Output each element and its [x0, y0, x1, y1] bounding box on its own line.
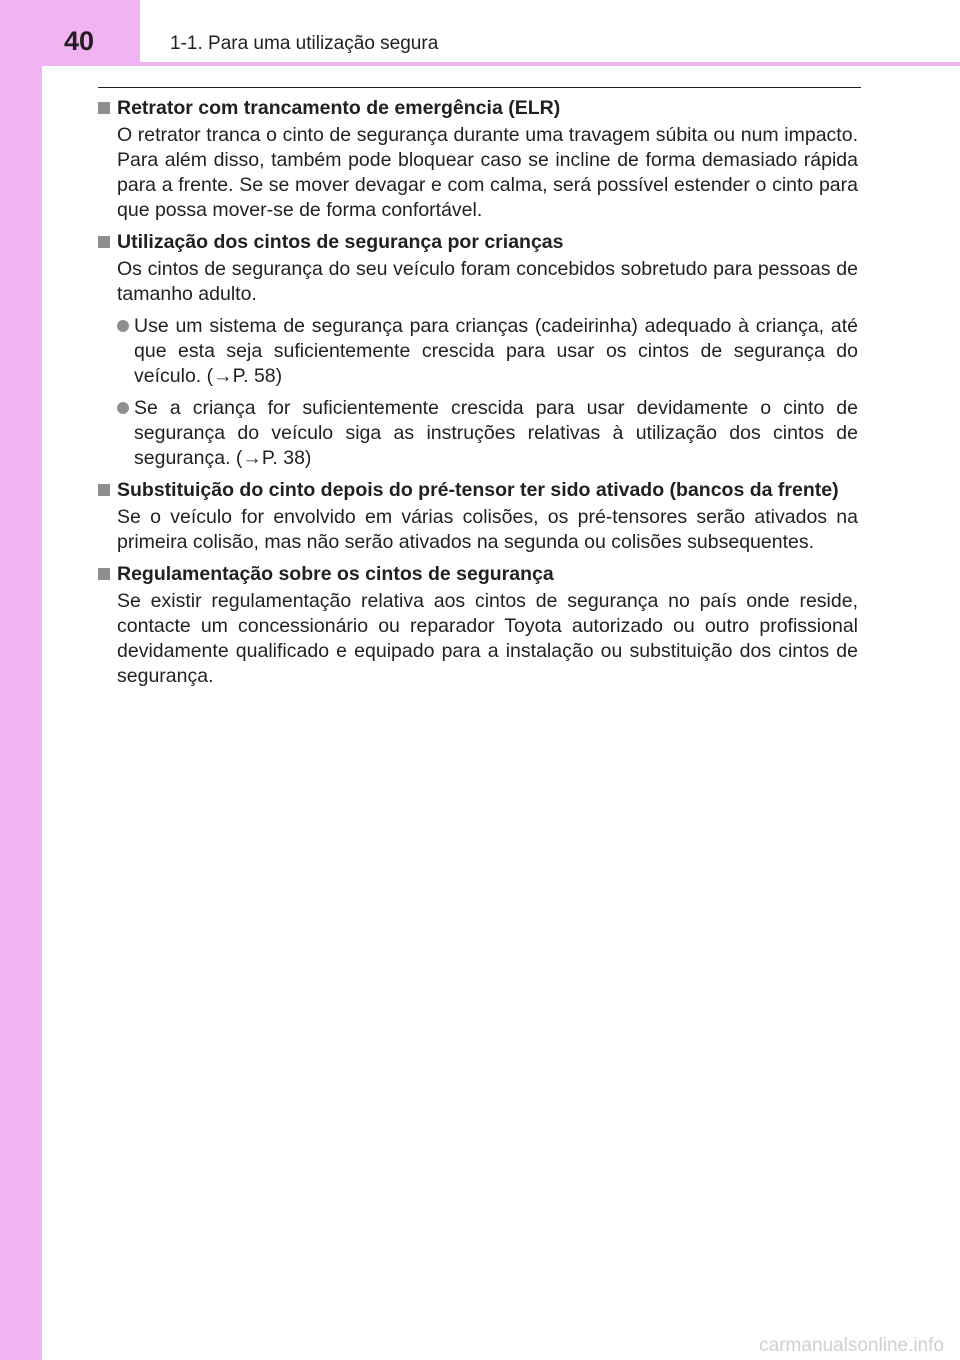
square-bullet-icon [98, 102, 110, 114]
square-bullet-icon [98, 236, 110, 248]
section-heading-regulations [98, 562, 858, 587]
section-paragraph: Os cintos de segurança do seu veículo foram concebidos sobretudo para pessoas de tamanho adulto. [117, 258, 858, 305]
list-item-text: Use um sistema de segurança para crianças (cadeirinha) adequado à criança, até que esta seja suficientemente crescida para usar os cintos de segurança do veículo. (→P. 58) [134, 315, 858, 387]
chapter-title: 1-1. Para uma utilização segura [170, 33, 439, 54]
circle-bullet-icon [117, 402, 129, 414]
list-item-text: Se a criança for suficientemente crescida para usar devidamente o cinto de segurança do veículo siga as instruções relativas à utilização dos cintos de segurança. (→P. 38) [134, 397, 858, 469]
list-item [117, 396, 858, 471]
square-bullet-icon [98, 484, 110, 496]
watermark: carmanualsonline.info [759, 1335, 944, 1356]
section-paragraph: Se existir regulamentação relativa aos cintos de segurança no país onde reside, contacte um concessionário ou reparador Toyota autorizado ou outro profissional devidamente qualificado e equipado para a instalação ou substituição dos cintos de segurança. [117, 590, 858, 687]
circle-bullet-icon [117, 320, 129, 332]
section-heading-pretensioner [98, 478, 858, 503]
list-item [117, 314, 858, 389]
side-tab-bar [0, 0, 42, 1360]
section-heading-text: Regulamentação sobre os cintos de segurança [117, 563, 554, 585]
section-paragraph: Se o veículo for envolvido em várias colisões, os pré-tensores serão ativados na primeira colisão, mas não serão ativados na segunda ou colisões subsequentes. [117, 506, 858, 553]
section-heading-text: Retrator com trancamento de emergência (ELR) [117, 97, 561, 119]
square-bullet-icon [98, 568, 110, 580]
header-divider [98, 87, 861, 88]
section-heading-text: Substituição do cinto depois do pré-tensor ter sido ativado (bancos da frente) [117, 479, 839, 501]
section-heading-children [98, 230, 858, 255]
section-heading-text: Utilização dos cintos de segurança por crianças [117, 231, 564, 253]
section-paragraph: O retrator tranca o cinto de segurança durante uma travagem súbita ou num impacto. Para além disso, também pode bloquear caso se incline de forma demasiado rápida para a frente. Se se mover devagar e com calma, será possível estender o cinto para que possa mover-se de forma confortável. [117, 124, 858, 221]
page-content [98, 96, 858, 689]
section-heading-elr [98, 96, 858, 121]
page-number: 40 [64, 26, 95, 56]
